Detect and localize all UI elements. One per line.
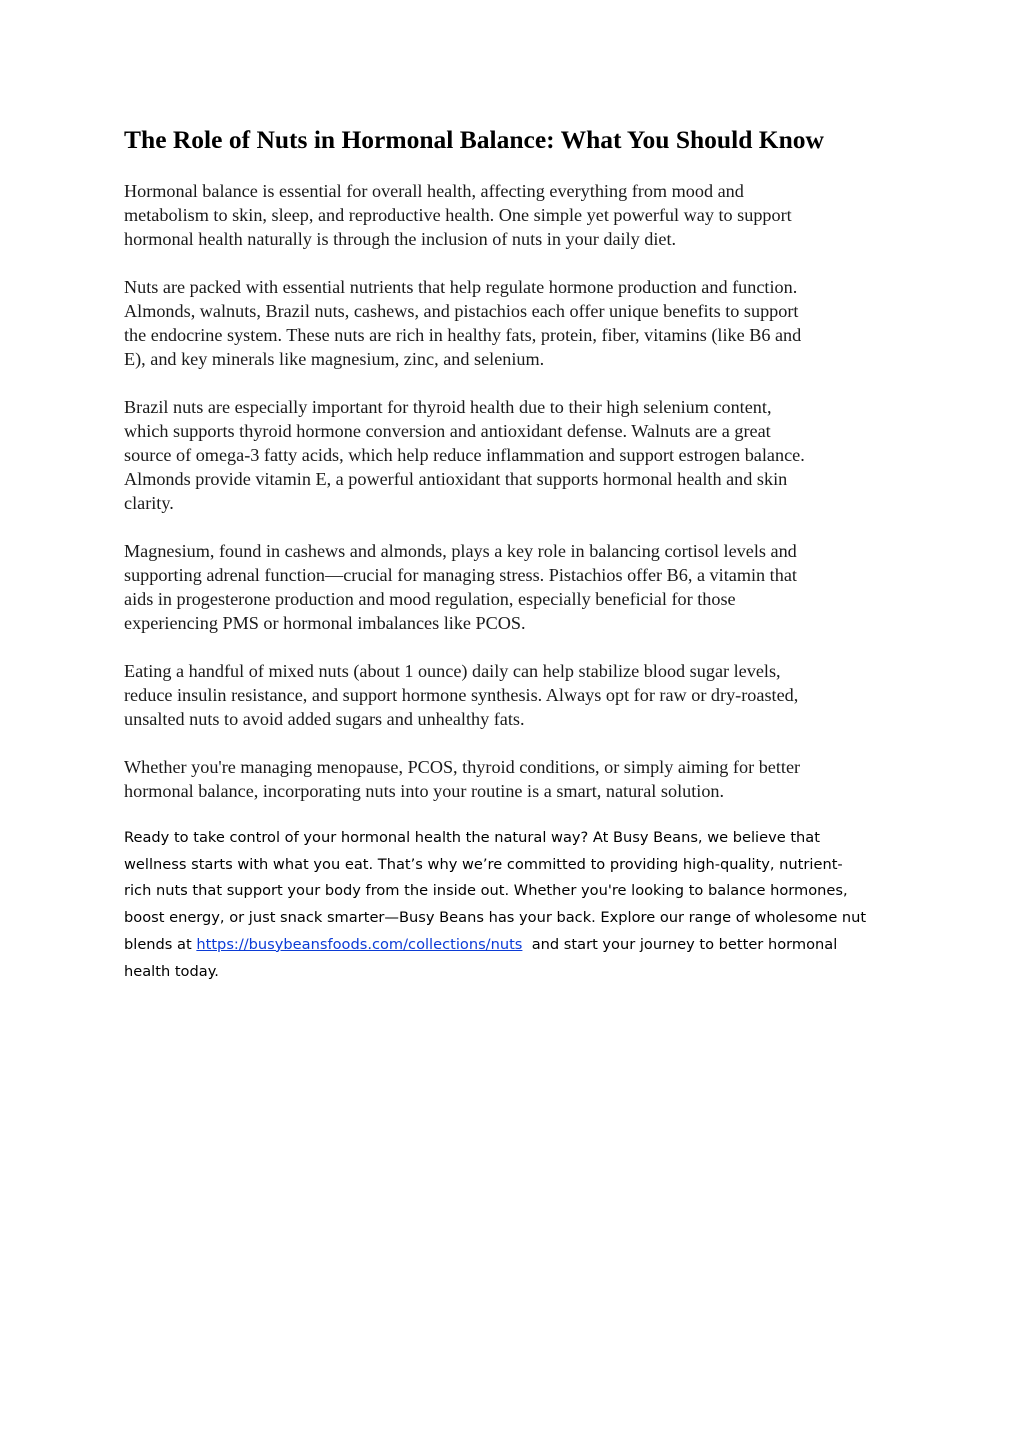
text-line-with-link bbox=[124, 932, 900, 959]
text-line: reduce insulin resistance, and support hormone synthesis. Always opt for raw or dry-roasted, bbox=[124, 685, 799, 705]
paragraph-magnesium bbox=[124, 539, 900, 635]
text-line: supporting adrenal function—crucial for managing stress. Pistachios offer B6, a vitamin that bbox=[124, 565, 797, 585]
document-title: The Role of Nuts in Hormonal Balance: What You Should Know bbox=[124, 125, 824, 154]
text-line: Brazil nuts are especially important for thyroid health due to their high selenium content, bbox=[124, 397, 772, 417]
text-line: clarity. bbox=[124, 493, 174, 513]
paragraph-daily-handful bbox=[124, 659, 900, 731]
call-to-action-paragraph bbox=[124, 825, 900, 985]
collections-nuts-link[interactable]: https://busybeansfoods.com/collections/nuts bbox=[196, 935, 523, 953]
text-line: the endocrine system. These nuts are rich in healthy fats, protein, fiber, vitamins (like B6 and bbox=[124, 325, 802, 345]
text-line: Magnesium, found in cashews and almonds, plays a key role in balancing cortisol levels and bbox=[124, 541, 797, 561]
paragraph-intro bbox=[124, 179, 900, 251]
text-line: hormonal balance, incorporating nuts into your routine is a smart, natural solution. bbox=[124, 781, 725, 801]
text-line: Nuts are packed with essential nutrients that help regulate hormone production and function. bbox=[124, 277, 798, 297]
text-line: rich nuts that support your body from the inside out. Whether you're looking to balance hormones, bbox=[124, 882, 848, 900]
text-line: Almonds, walnuts, Brazil nuts, cashews, and pistachios each offer unique benefits to support bbox=[124, 301, 799, 321]
text-line: hormonal health naturally is through the inclusion of nuts in your daily diet. bbox=[124, 229, 677, 249]
text-line: health today. bbox=[124, 962, 219, 980]
text-line: E), and key minerals like magnesium, zinc, and selenium. bbox=[124, 349, 545, 369]
paragraph-nutrients bbox=[124, 275, 900, 371]
text-line: metabolism to skin, sleep, and reproductive health. One simple yet powerful way to support bbox=[124, 205, 792, 225]
text-line: unsalted nuts to avoid added sugars and unhealthy fats. bbox=[124, 709, 525, 729]
link-suffix-text: and start your journey to better hormonal bbox=[522, 935, 838, 953]
text-line: aids in progesterone production and mood regulation, especially beneficial for those bbox=[124, 589, 736, 609]
text-line: experiencing PMS or hormonal imbalances like PCOS. bbox=[124, 613, 526, 633]
text-line: Hormonal balance is essential for overall health, affecting everything from mood and bbox=[124, 181, 744, 201]
paragraph-conclusion bbox=[124, 755, 900, 803]
link-prefix-text: blends at bbox=[124, 935, 197, 953]
text-line: Almonds provide vitamin E, a powerful antioxidant that supports hormonal health and skin bbox=[124, 469, 788, 489]
paragraph-brazil-nuts bbox=[124, 395, 900, 515]
text-line: Ready to take control of your hormonal health the natural way? At Busy Beans, we believe that bbox=[124, 829, 820, 846]
text-line: wellness starts with what you eat. That’s why we’re committed to providing high-quality, nutrient- bbox=[124, 855, 843, 873]
text-line: source of omega-3 fatty acids, which help reduce inflammation and support estrogen balance. bbox=[124, 445, 805, 465]
text-line: Whether you're managing menopause, PCOS, thyroid conditions, or simply aiming for better bbox=[124, 757, 801, 777]
document-body bbox=[124, 124, 900, 987]
text-line: Eating a handful of mixed nuts (about 1 ounce) daily can help stabilize blood sugar levels, bbox=[124, 661, 781, 681]
text-line: which supports thyroid hormone conversion and antioxidant defense. Walnuts are a great bbox=[124, 421, 771, 441]
text-line: boost energy, or just snack smarter—Busy Beans has your back. Explore our range of wholesome nut bbox=[124, 909, 867, 927]
